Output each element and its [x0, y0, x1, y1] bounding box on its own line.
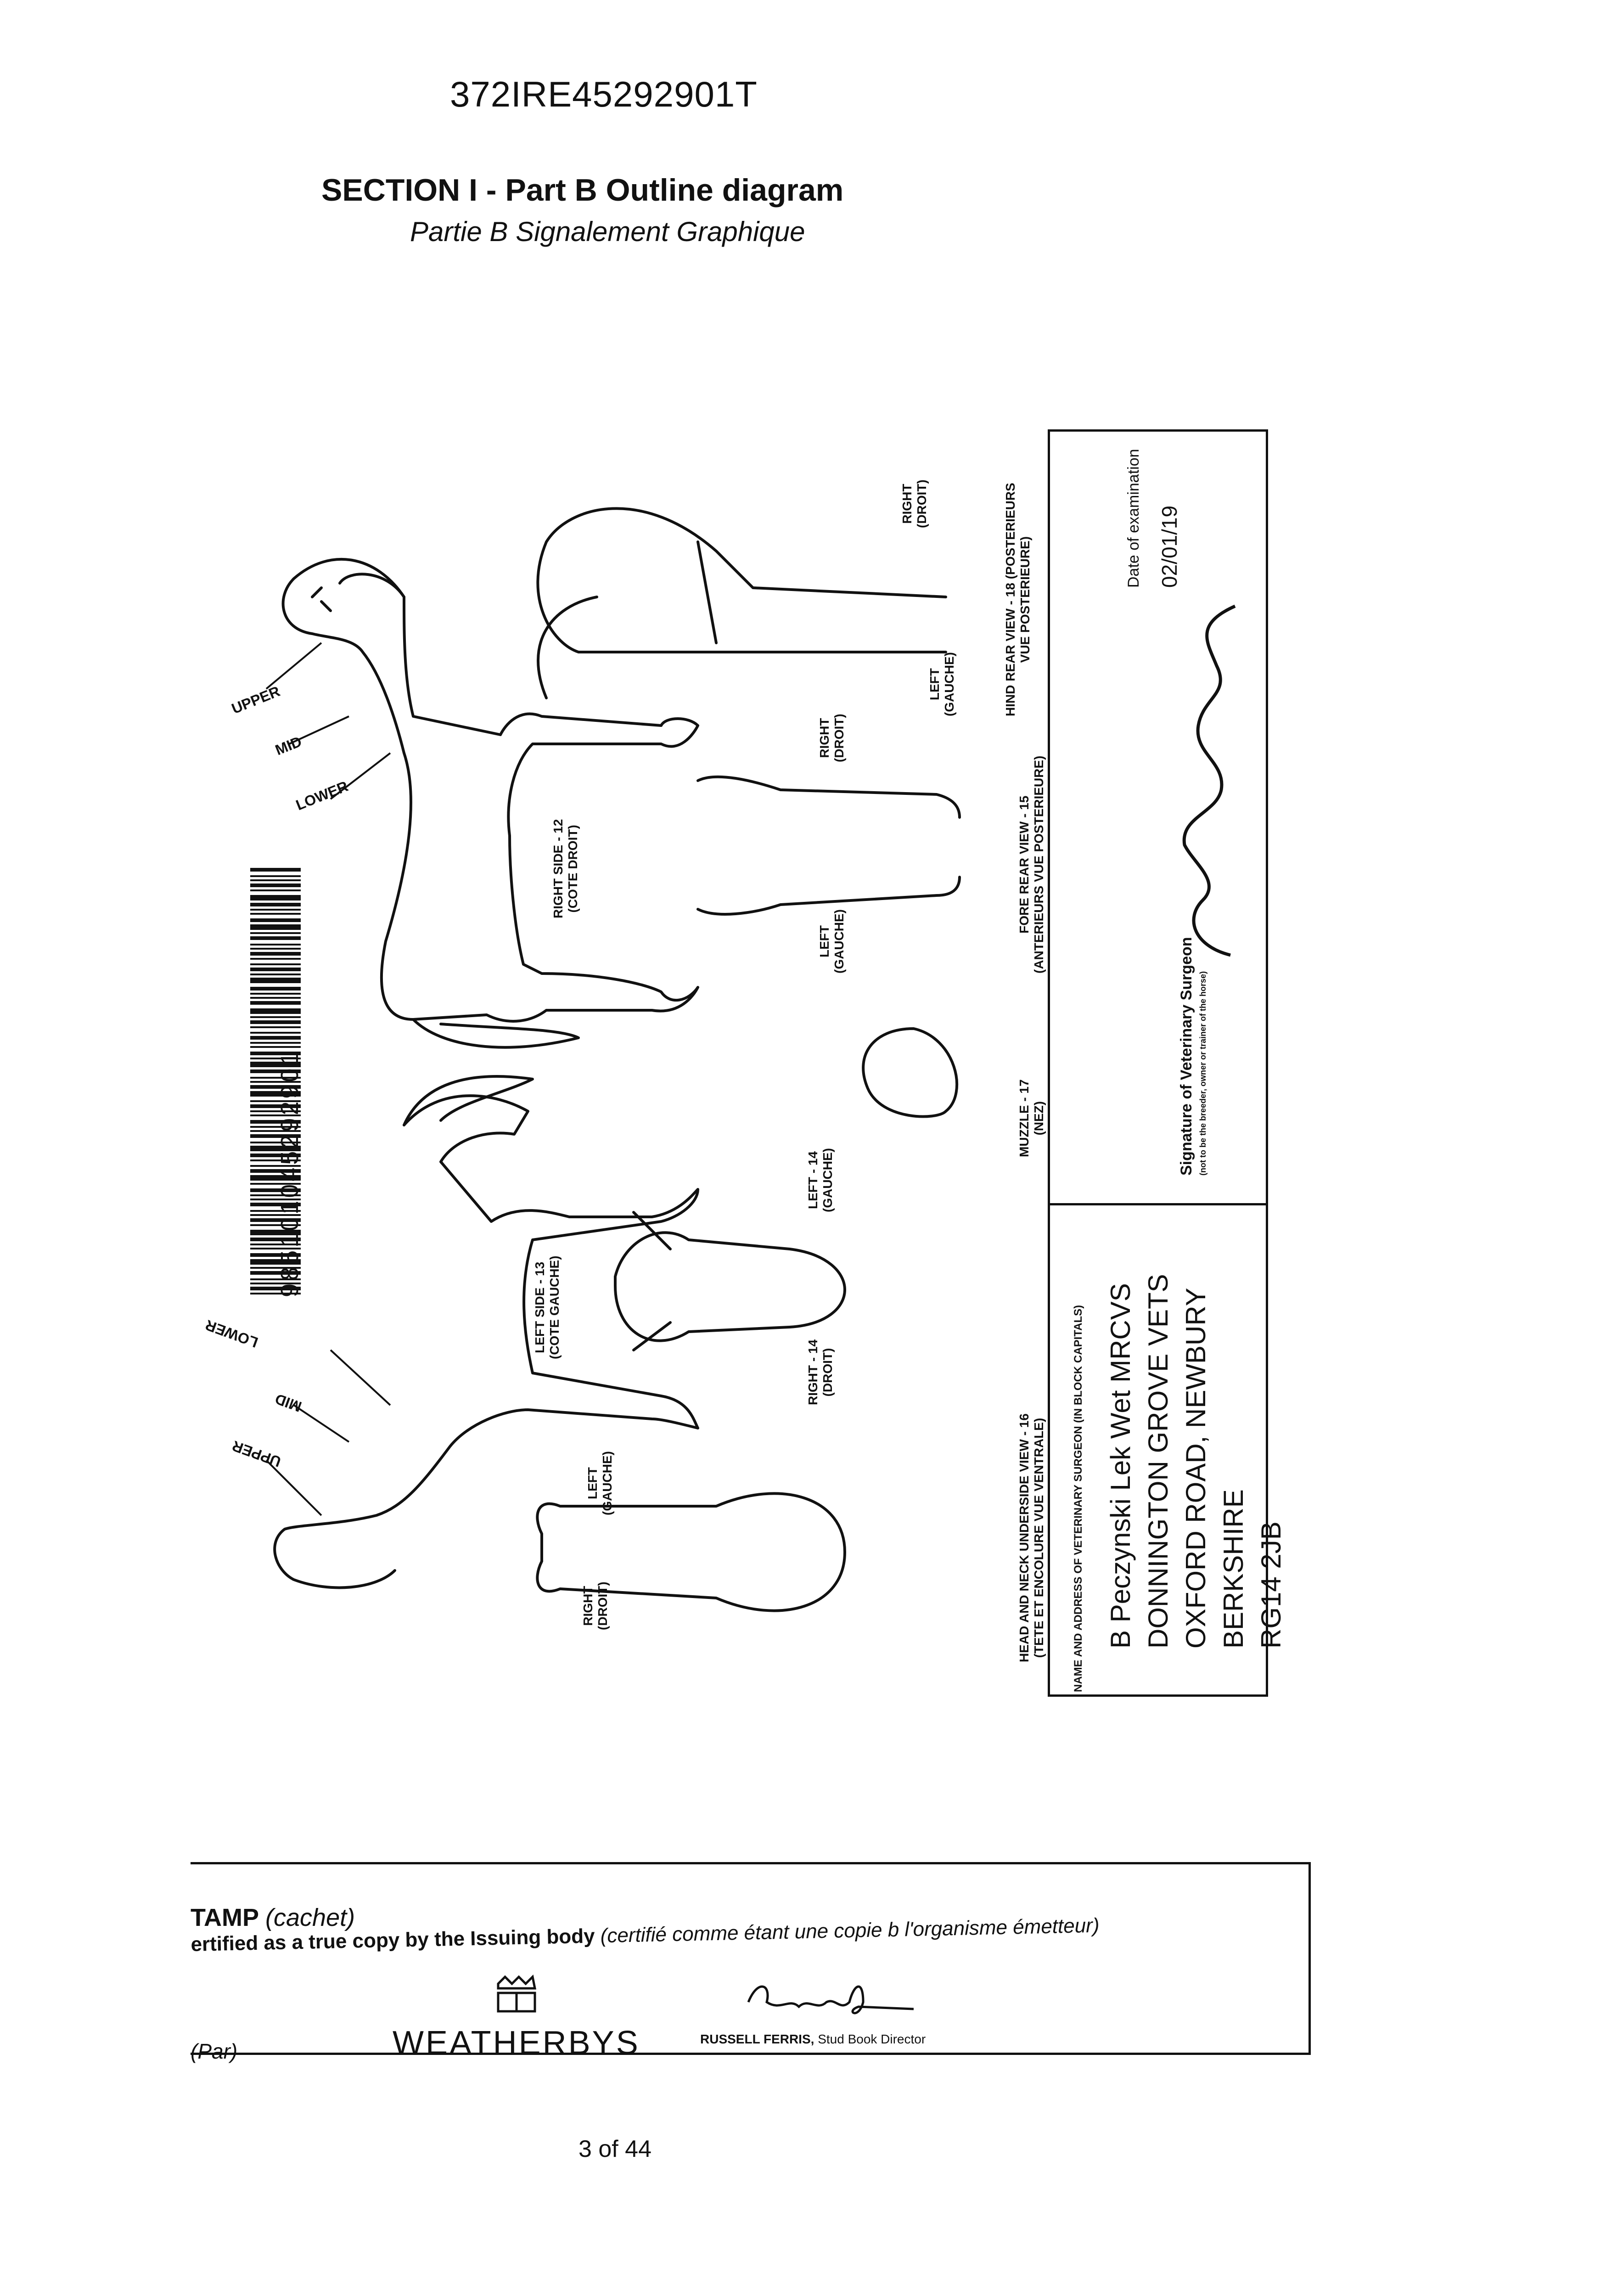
label-upper: UPPER: [229, 682, 282, 717]
label-hind-right-line1: RIGHT: [900, 484, 914, 524]
label-hn-right: [581, 1581, 610, 1630]
vet-box-divider: [1048, 1203, 1268, 1205]
label-mid: MID: [273, 733, 304, 759]
label-fore-right: [817, 714, 847, 762]
vet-date-caption: Date of examination: [1125, 449, 1142, 588]
section-title: SECTION I - Part B Outline diagram: [321, 173, 844, 208]
vet-address-line-3: OXFORD ROAD, NEWBURY: [1180, 1288, 1211, 1649]
certified-text-fr: (certifié comme étant une copie b l'organisme émetteur): [600, 1914, 1100, 1947]
label-hind-right: [900, 479, 929, 528]
page-number: 3 of 44: [578, 2136, 652, 2162]
label-fore-rear-line1: FORE REAR VIEW - 15: [1017, 795, 1031, 934]
label-fore-rear: [1017, 756, 1046, 974]
label-head-neck-line2: (TETE ET ENCOLURE VUE VENTRALE): [1032, 1418, 1046, 1658]
label-left-side: [533, 1255, 562, 1359]
weatherbys-crest-icon: [491, 1975, 542, 2016]
label-left-14: [806, 1148, 835, 1212]
label-upper-2: UPPER: [230, 1437, 283, 1470]
belly-view: [615, 1232, 845, 1340]
label-left-side-line2: (COTE GAUCHE): [547, 1255, 562, 1359]
label-fore-left: [817, 909, 847, 974]
label-muzzle: [1017, 1079, 1046, 1157]
barcode-number: 985101045292901: [276, 1049, 303, 1297]
label-lower: LOWER: [293, 777, 351, 814]
label-hn-left-line1: LEFT: [585, 1467, 600, 1499]
label-fore-left-line2: (GAUCHE): [832, 909, 846, 974]
label-fore-right-line2: (DROIT): [832, 714, 846, 762]
issuer-signer-name: RUSSELL FERRIS,: [700, 2032, 814, 2046]
label-right-14-line2: (DROIT): [820, 1348, 835, 1397]
label-mid-2: MID: [273, 1390, 304, 1415]
stamp-title-text: TAMP: [191, 1904, 258, 1931]
label-right-14-line1: RIGHT - 14: [806, 1339, 820, 1405]
weatherbys-logo: WEATHERBYS: [393, 2025, 640, 2061]
label-fore-right-line1: RIGHT: [817, 718, 831, 758]
stamp-title: [191, 1903, 355, 1932]
label-hind-rear-line1: HIND REAR VIEW - 18 (POSTERIEURS: [1003, 483, 1017, 716]
label-hind-rear: [1003, 483, 1033, 716]
issuer-signature: [739, 1970, 914, 2030]
vet-address-line-2: DONNINGTON GROVE VETS: [1143, 1274, 1174, 1649]
fore-rear-view: [698, 777, 960, 914]
vet-date-value: 02/01/19: [1157, 505, 1181, 588]
vet-address-caption: NAME AND ADDRESS OF VETERINARY SURGEON (IN BLOCK CAPITALS): [1072, 1305, 1084, 1692]
label-hn-left-line2: (GAUCHE): [600, 1451, 614, 1515]
vet-signature-note: (not to be the breeder, owner or trainer of the horse): [1198, 971, 1207, 1176]
label-muzzle-line1: MUZZLE - 17: [1017, 1079, 1031, 1157]
label-hn-left: [585, 1451, 615, 1515]
label-left-side-line1: LEFT SIDE - 13: [533, 1261, 547, 1353]
label-lower-2: LOWER: [203, 1317, 260, 1351]
label-hind-right-line2: (DROIT): [915, 479, 929, 528]
vet-signature-caption: Signature of Veterinary Surgeon: [1178, 937, 1195, 1176]
certified-text: ertified as a true copy by the Issuing body: [191, 1925, 595, 1956]
label-right-side-line2: (COTE DROIT): [566, 825, 580, 913]
right-side-tail: [413, 1019, 578, 1047]
vet-signature: [1166, 597, 1244, 974]
stamp-title-fr: (cachet): [265, 1904, 355, 1931]
vet-address-line-5: RG14 2JB: [1256, 1521, 1286, 1649]
vet-address-line-1: B Peczynski Lek Wet MRCVS: [1105, 1283, 1136, 1649]
label-hind-left-line1: LEFT: [927, 668, 942, 700]
label-right-side-line1: RIGHT SIDE - 12: [551, 819, 565, 918]
label-right-14: [806, 1339, 835, 1405]
label-head-neck-line1: HEAD AND NECK UNDERSIDE VIEW - 16: [1017, 1413, 1031, 1662]
vet-address-line-4: BERKSHIRE: [1218, 1489, 1249, 1649]
label-muzzle-line2: (NEZ): [1032, 1101, 1046, 1136]
label-hind-left: [927, 652, 957, 716]
label-head-neck: [1017, 1413, 1046, 1662]
left-side-tail: [404, 1076, 533, 1125]
label-left-14-line1: LEFT - 14: [806, 1151, 820, 1210]
label-hn-right-line1: RIGHT: [581, 1586, 595, 1626]
vet-address: [1102, 1274, 1290, 1649]
label-hind-rear-line2: VUE POSTERIEURE): [1018, 536, 1032, 663]
section-subtitle: Partie B Signalement Graphique: [410, 216, 805, 247]
label-right-side: [551, 819, 580, 918]
label-hn-right-line2: (DROIT): [595, 1581, 610, 1630]
label-hind-left-line2: (GAUCHE): [942, 652, 956, 716]
left-side-horse: [275, 1096, 698, 1587]
issuer-signer: [700, 2032, 926, 2047]
muzzle-outline: [863, 1029, 957, 1117]
label-fore-left-line1: LEFT: [817, 925, 831, 957]
label-left-14-line2: (GAUCHE): [820, 1148, 835, 1212]
hind-rear-view: [538, 508, 946, 698]
label-fore-rear-line2: (ANTERIEURS VUE POSTERIEURE): [1032, 755, 1046, 974]
issuer-signer-role: Stud Book Director: [818, 2032, 926, 2046]
document-id: 372IRE45292901T: [450, 74, 758, 114]
par-label: (Par): [191, 2039, 238, 2063]
